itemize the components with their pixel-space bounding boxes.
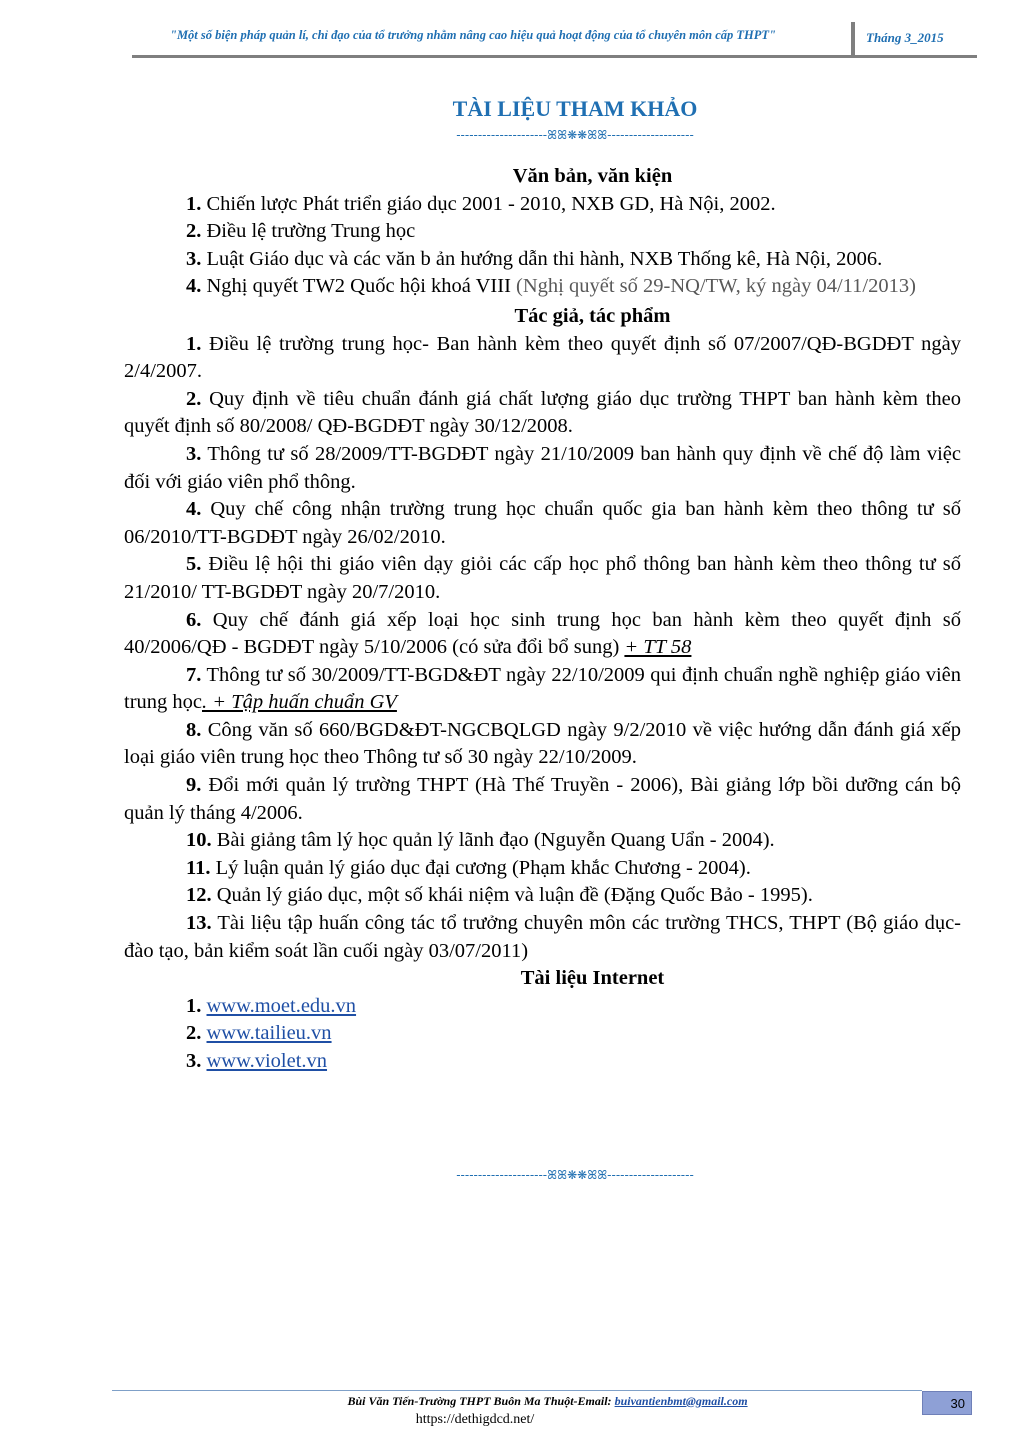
footer-email-link[interactable]: buivantienbmt@gmail.com: [614, 1394, 748, 1408]
reference-text: Bài giảng tâm lý học quản lý lãnh đạo (Nguyễn Quang Uẩn - 2004).: [211, 829, 775, 852]
header-date: Tháng 3_2015: [866, 30, 944, 45]
reference-text: Điều lệ trường Trung học: [201, 220, 416, 243]
closing-ornament: ---------------------ꕤꕤ❋❋ꕤꕤ--------------------: [456, 1168, 694, 1182]
reference-item: [124, 246, 961, 274]
reference-number: 2.: [186, 220, 202, 243]
reference-item: [124, 772, 961, 827]
reference-item: [124, 273, 961, 301]
reference-text: Tài liệu tập huấn công tác tổ trưởng chuyên môn các trường THCS, THPT (Bộ giáo dục-đào tạo, bản kiểm soát lần cuối ngày 03/07/2011): [124, 912, 961, 962]
reference-number: 3.: [186, 1050, 202, 1072]
reference-text: Luật Giáo dục và các văn b ản hướng dẫn thi hành, NXB Thống kê, Hà Nội, 2006.: [201, 247, 883, 270]
reference-number: 4.: [186, 498, 202, 521]
reference-annotation: + TT 58: [624, 636, 692, 659]
reference-item: [124, 496, 961, 551]
reference-text: Điều lệ trường trung học- Ban hành kèm theo quyết định số 07/2007/QĐ-BGDĐT ngày 2/4/2007.: [124, 332, 961, 383]
reference-number: 11.: [186, 856, 211, 879]
reference-number: 8.: [186, 718, 202, 741]
reference-item: [124, 882, 961, 910]
reference-number: 1.: [186, 192, 202, 215]
reference-note: (Nghị quyết số 29-NQ/TW, ký ngày 04/11/2013): [516, 275, 916, 298]
reference-item: [124, 662, 961, 717]
reference-item: [124, 827, 961, 855]
section-heading-authors: Tác giả, tác phẩm: [514, 304, 671, 327]
reference-item: [124, 191, 961, 219]
reference-text: Quy chế công nhận trường trung học chuẩn quốc gia ban hành kèm theo thông tư số 06/2010/TT-BGDĐT ngày 26/02/2010.: [124, 498, 961, 548]
reference-text: Nghị quyết TW2 Quốc hội khoá VIII: [201, 275, 517, 298]
title-ornament: ---------------------ꕤꕤ❋❋ꕤꕤ--------------------: [456, 128, 694, 142]
reference-text: Lý luận quản lý giáo dục đại cương (Phạm khắc Chương - 2004).: [210, 856, 751, 879]
reference-item: [124, 910, 961, 965]
link-violet[interactable]: www.violet.vn: [206, 1050, 328, 1072]
section-heading-internet: Tài liệu Internet: [520, 967, 665, 990]
link-item: [124, 1020, 961, 1048]
reference-number: 1.: [186, 994, 202, 1017]
reference-number: 1.: [186, 332, 202, 355]
reference-number: 7.: [186, 663, 202, 686]
reference-item: [124, 855, 961, 883]
reference-item: [124, 717, 961, 772]
page-number: 30: [922, 1391, 972, 1415]
reference-text: Đổi mới quản lý trường THPT (Hà Thế Truyền - 2006), Bài giảng lớp bồi dưỡng cán bộ quản lý tháng 4/2006.: [124, 774, 961, 824]
link-tailieu[interactable]: www.tailieu.vn: [206, 1022, 332, 1045]
reference-number: 12.: [186, 884, 212, 907]
footer-author-text: Bùi Văn Tiến-Trường THPT Buôn Ma Thuột-Email:: [347, 1394, 615, 1408]
reference-text: Công văn số 660/BGD&ĐT-NGCBQLGD ngày 9/2/2010 về việc hướng dẫn đánh giá xếp loại giáo viên trung học theo Thông tư số 30 ngày 22/10/2009.: [124, 718, 961, 769]
footer-author: [0, 1394, 1024, 1409]
reference-number: 2.: [186, 1022, 202, 1045]
reference-number: 4.: [186, 275, 202, 298]
reference-number: 3.: [186, 442, 202, 465]
references-content: [124, 163, 961, 1076]
reference-text: Điều lệ hội thi giáo viên dạy giỏi các cấp học phổ thông ban hành kèm theo thông tư số 21/2010/ TT-BGDĐT ngày 20/7/2010.: [124, 553, 961, 603]
reference-text: Thông tư số 28/2009/TT-BGDĐT ngày 21/10/2009 ban hành quy định về chế độ làm việc đối với giáo viên phổ thông.: [124, 442, 961, 493]
reference-item: [124, 551, 961, 606]
reference-number: 2.: [186, 387, 202, 410]
reference-text: Chiến lược Phát triển giáo dục 2001 - 2010, NXB GD, Hà Nội, 2002.: [201, 192, 776, 215]
link-item: [124, 1048, 961, 1076]
reference-text: Quản lý giáo dục, một số khái niệm và luận đề (Đặng Quốc Bảo - 1995).: [211, 884, 813, 907]
section-heading-documents: Văn bản, văn kiện: [512, 165, 673, 187]
reference-item: [124, 441, 961, 496]
reference-item: [124, 386, 961, 441]
page-title: TÀI LIỆU THAM KHẢO: [452, 96, 698, 121]
reference-item: [124, 607, 961, 662]
header-rule: [132, 55, 977, 58]
reference-number: 6.: [186, 608, 202, 631]
reference-text: Thông tư số 30/2009/TT-BGD&ĐT ngày 22/10/2009 qui định chuẩn nghề nghiệp giáo viên trung học: [124, 663, 961, 714]
reference-annotation: . + Tập huấn chuẩn GV: [202, 691, 397, 714]
reference-number: 10.: [186, 829, 212, 852]
reference-item: [124, 331, 961, 386]
reference-number: 9.: [186, 774, 202, 797]
reference-item: [124, 218, 961, 246]
link-item: [124, 993, 961, 1021]
reference-text: Quy chế đánh giá xếp loại học sinh trung học ban hành kèm theo quyết định số 40/2006/QĐ - BGDĐT ngày 5/10/2006 (có sửa đổi bổ sung): [124, 608, 961, 659]
link-moet[interactable]: www.moet.edu.vn: [206, 994, 357, 1017]
reference-number: 13.: [186, 912, 212, 935]
footer-url: https://dethigdcd.net/: [415, 1412, 535, 1427]
reference-text: Quy định về tiêu chuẩn đánh giá chất lượng giáo dục trường THPT ban hành kèm theo quyết định số 80/2008/ QĐ-BGDĐT ngày 30/12/2008.: [124, 387, 961, 438]
reference-number: 3.: [186, 247, 202, 270]
header-title: "Một số biện pháp quản lí, chỉ đạo của tổ trưởng nhằm nâng cao hiệu quả hoạt động của tổ chuyên môn cấp THPT": [170, 28, 776, 42]
header-separator: [851, 22, 855, 56]
reference-number: 5.: [186, 553, 202, 576]
footer-rule: [112, 1390, 922, 1391]
